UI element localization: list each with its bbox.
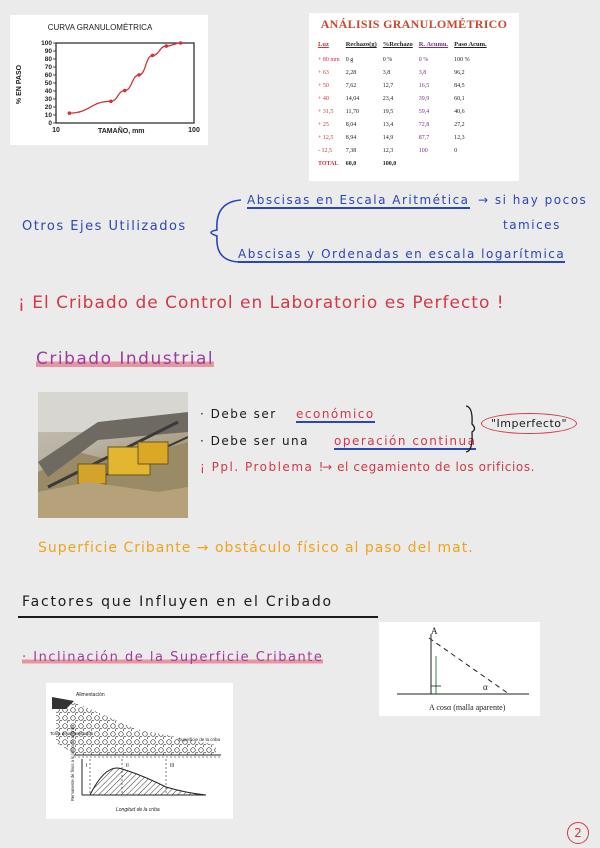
main-problem-label: ¡ Ppl. Problema ! xyxy=(200,460,325,474)
few-sieves-note: → si hay pocos xyxy=(478,193,588,207)
perfect-lab-screening-note: ¡ El Cribado de Control en Laboratorio es Perfecto ! xyxy=(18,293,505,313)
table-cell: 0 g xyxy=(345,56,354,63)
incline-label-alpha: α xyxy=(483,682,488,692)
col-paso-acum: Paso Acum. xyxy=(454,41,487,48)
y-tick-label: 0 xyxy=(48,120,52,127)
table-total-cell: 100,0 xyxy=(382,160,397,167)
y-tick-label: 40 xyxy=(44,88,52,95)
table-cell: 7,62 xyxy=(345,82,357,89)
fines-label: Remanente de finos a lo largo de la criba xyxy=(70,724,75,801)
table-cell: 100 xyxy=(418,147,428,154)
screen-diagram-art xyxy=(46,683,233,819)
hopper-label: Tolva de alimentación xyxy=(50,731,94,736)
screen-diagram xyxy=(46,683,233,819)
curve-point xyxy=(123,89,127,93)
industrial-screen-photo xyxy=(38,392,188,518)
table-row xyxy=(315,118,490,131)
factors-heading: Factores que Influyen en el Cribado xyxy=(22,594,333,610)
table-cell: 40,6 xyxy=(454,108,465,115)
table-cell: 84,5 xyxy=(454,82,465,89)
log-axes-note: Abscisas y Ordenadas en escala logarítmica xyxy=(238,247,566,261)
blinding-note: → el cegamiento de los orificios. xyxy=(322,460,536,474)
table-cell: 0 % xyxy=(418,56,429,63)
table-cell: 87,7 xyxy=(418,134,430,141)
table-cell: 23,4 xyxy=(382,95,394,102)
curve-plot xyxy=(10,15,208,145)
zone-mark-2: II xyxy=(126,763,129,769)
factors-heading-rule xyxy=(18,616,378,618)
inclination-note: · Inclinación de la Superficie Cribante xyxy=(22,650,324,665)
table-total-cell: 60,0 xyxy=(345,160,357,167)
table-cell: 19,5 xyxy=(382,108,394,115)
curve-point xyxy=(109,99,113,103)
other-axes-label: Otros Ejes Utilizados xyxy=(22,219,187,234)
economic-note-prefix: · Debe ser xyxy=(200,407,277,421)
continuous-note-word: operación continua xyxy=(334,434,477,448)
curve-point xyxy=(179,41,183,45)
table-cell: 72,8 xyxy=(418,121,430,128)
arithmetic-abscissa-note: Abscisas en Escala Aritmética xyxy=(247,193,470,207)
length-label: Longitud de la criba xyxy=(116,807,160,813)
x-tick-label: 100 xyxy=(188,127,200,134)
table-title: ANÁLISIS GRANULOMÉTRICO xyxy=(320,17,508,31)
table-cell: 14,9 xyxy=(382,134,394,141)
table-total-cell: TOTAL xyxy=(318,160,339,167)
table-cell: 3,8 xyxy=(382,69,391,76)
table-cell: 39,9 xyxy=(418,95,430,102)
x-tick-label: 10 xyxy=(52,127,60,134)
incline-label-a: A xyxy=(431,626,438,636)
curve-axes-frame xyxy=(56,43,194,123)
table-cell: 12,7 xyxy=(382,82,394,89)
table-cell: 2,28 xyxy=(345,69,357,76)
y-tick-label: 60 xyxy=(44,72,52,79)
page-number: 2 xyxy=(567,822,589,844)
y-tick-label: 80 xyxy=(44,56,52,63)
granulometric-curve-figure xyxy=(10,15,208,145)
y-tick-label: 30 xyxy=(44,96,52,103)
y-tick-label: 50 xyxy=(44,80,52,87)
table-cell: + 40 xyxy=(318,95,329,102)
table-row xyxy=(315,131,490,144)
table-cell: 8,04 xyxy=(345,121,357,128)
table-cell: 60,1 xyxy=(454,95,465,102)
table-cell: 59,4 xyxy=(418,108,430,115)
y-tick-label: 20 xyxy=(44,104,52,111)
table-row xyxy=(315,53,490,66)
continuous-note-prefix: · Debe ser una xyxy=(200,434,310,448)
table-cell: + 80 mm xyxy=(318,56,340,63)
table-cell: 96,2 xyxy=(454,69,465,76)
y-tick-label: 90 xyxy=(44,48,52,55)
table-cell: 3,8 xyxy=(418,69,427,76)
curve-ylabel: % EN PASO xyxy=(16,64,24,105)
zone-mark-1: I xyxy=(86,763,88,769)
y-tick-label: 10 xyxy=(44,112,52,119)
inclination-diagram xyxy=(379,622,540,716)
table-cell: 16,5 xyxy=(418,82,430,89)
table-cell: 13,4 xyxy=(382,121,394,128)
y-tick-label: 100 xyxy=(41,40,52,47)
table-row xyxy=(315,92,490,105)
table-total-cell xyxy=(416,157,451,170)
imperfect-tag: "Imperfecto" xyxy=(481,413,577,434)
incline-caption: A cosα (malla aparente) xyxy=(429,703,506,712)
col-rechazo: Rechazo(g) xyxy=(345,41,377,48)
curve-point xyxy=(151,54,155,58)
table-cell: 11,70 xyxy=(345,108,359,115)
curve-point xyxy=(137,73,141,77)
table-cell: 0 % xyxy=(382,56,393,63)
table-cell: 12,3 xyxy=(382,147,394,154)
table-cell: 8,94 xyxy=(345,134,357,141)
table-cell: 14,04 xyxy=(345,95,360,102)
sieves-note: tamices xyxy=(503,218,561,232)
table-total-cell xyxy=(451,157,490,170)
economic-note-word: económico xyxy=(296,407,375,421)
table-cell: 0 xyxy=(454,147,458,154)
y-tick-label: 70 xyxy=(44,64,52,71)
granulometric-analysis-table xyxy=(309,13,519,181)
table-cell: + 50 xyxy=(318,82,329,89)
table-cell: 12,3 xyxy=(454,134,465,141)
table-cell: 27,2 xyxy=(454,121,465,128)
feed-label: Alimentación xyxy=(76,692,105,698)
curve-title: CURVA GRANULOMÉTRICA xyxy=(47,23,153,32)
table-body xyxy=(315,53,490,170)
col-r-acumu: R. Acumu. xyxy=(418,41,449,48)
table-row xyxy=(315,144,490,157)
col-pct-rechazo: %Rechazo xyxy=(382,41,413,48)
curve-point xyxy=(68,111,72,115)
screening-surface-note: Superficie Cribante → obstáculo físico al paso del mat. xyxy=(38,540,474,556)
table-cell: - 12,5 xyxy=(318,147,332,154)
inclination-diagram-art xyxy=(379,622,540,716)
table-row xyxy=(315,66,490,79)
right-brace-icon xyxy=(464,404,478,454)
curve-line xyxy=(69,43,180,113)
table-cell: 100 % xyxy=(454,56,470,63)
table-total-row xyxy=(315,157,490,170)
table-cell: + 31,5 xyxy=(318,108,334,115)
industrial-screening-heading: Cribado Industrial xyxy=(36,349,215,369)
table-cell: 7,38 xyxy=(345,147,357,154)
curve-point xyxy=(165,44,169,48)
curve-xlabel: TAMAÑO, mm xyxy=(98,128,145,135)
table-row xyxy=(315,105,490,118)
table-cell: + 12,5 xyxy=(318,134,334,141)
industrial-screen-photo-art xyxy=(38,392,188,518)
zone-mark-3: III xyxy=(170,763,175,769)
analysis-table xyxy=(315,41,490,170)
col-luz: Luz xyxy=(318,41,329,48)
table-cell: + 25 xyxy=(318,121,329,128)
table-cell: + 63 xyxy=(318,69,329,76)
table-row xyxy=(315,79,490,92)
surface-label: Superficie de la criba xyxy=(178,737,221,742)
